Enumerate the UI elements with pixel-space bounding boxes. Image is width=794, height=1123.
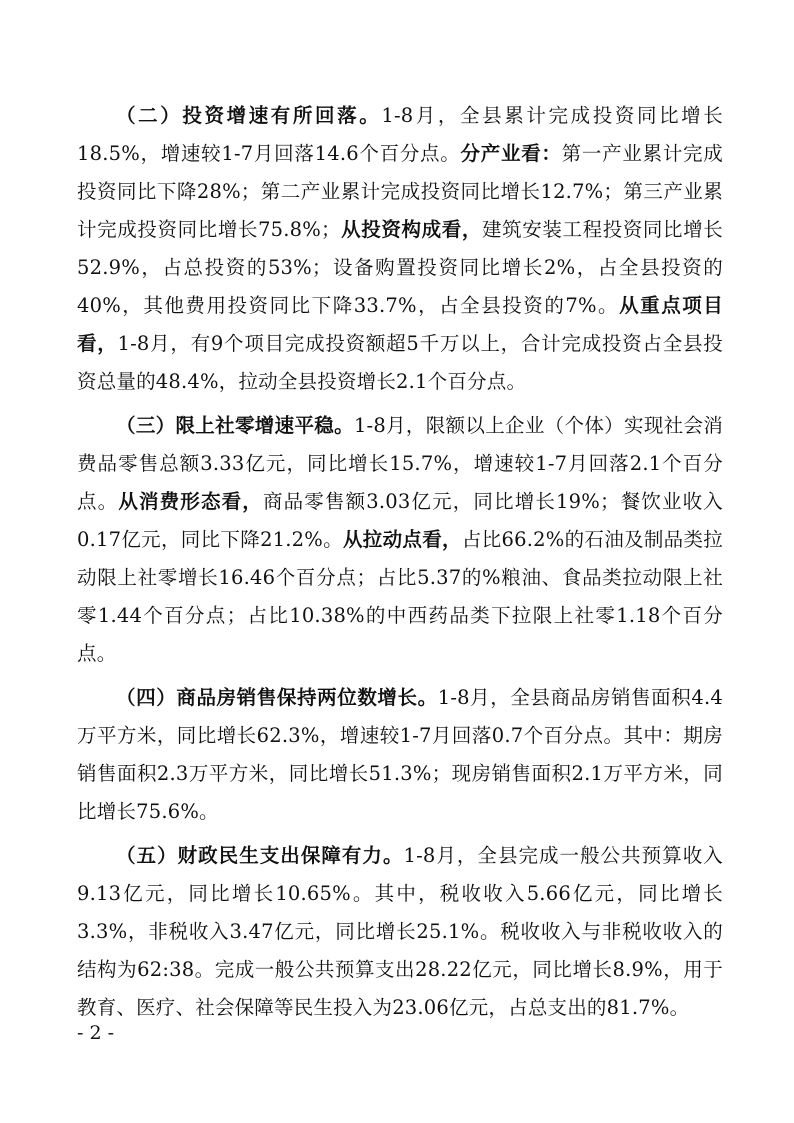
text-segment: 1-8月，全县累计完成投资同比增长18.5%，增速较1-7月回落14.6个百分点。 (77, 104, 723, 165)
heading-housing: （四）商品房销售保持两位数增长。 (116, 686, 438, 709)
text-segment: 1-8月，有9个项目完成投资额超5千万以上，合计完成投资占全县投资总量的48.4%，拉动全县投资增长2.1个百分点。 (77, 332, 723, 393)
emphasis-segment: 从重点项目看， (77, 294, 723, 355)
emphasis-segment: 从消费形态看， (118, 490, 263, 513)
page-number: - 2 - (77, 1022, 115, 1044)
text-segment: 1-8月，限额以上企业（个体）实现社会消费品零售总额3.33亿元，同比增长15.7%，增速较1-7月回落2.1个百分点。 (77, 414, 724, 513)
emphasis-segment: 从拉动点看， (342, 528, 462, 551)
emphasis-segment: 从投资构成看， (340, 218, 482, 241)
text-segment: 1-8月，全县完成一般公共预算收入9.13亿元，同比增长10.65%。其中，税收收入5.66亿元，同比增长3.3%，非税收入3.47亿元，同比增长25.1%。税收收入与非税收收入的结构为62:38。完成一般公共预算支出28.22亿元，同比增长8.9%，用于教育、医疗、社会保障等民生投入为23.06亿元，占总支出的81.7%。 (77, 844, 723, 1019)
paragraph-housing (77, 679, 723, 831)
document-body (77, 97, 723, 1033)
heading-retail: （三）限上社零增速平稳。 (116, 414, 354, 437)
paragraph-finance (77, 837, 723, 1027)
text-segment: 第一产业累计完成投资同比下降28%；第二产业累计完成投资同比增长12.7%；第三产业累计完成投资同比增长75.8%； (77, 142, 723, 241)
paragraph-retail (77, 407, 723, 673)
text-segment: 占比66.2%的石油及制品类拉动限上社零增长16.46个百分点；占比5.37的%粮油、食品类拉动限上社零1.44个百分点；占比10.38%的中西药品类下拉限上社零1.18个百分点。 (77, 528, 724, 665)
text-segment: 商品零售额3.03亿元，同比增长19%；餐饮业收入0.17亿元，同比下降21.2%。 (77, 490, 723, 551)
emphasis-segment: 分产业看： (460, 142, 562, 165)
text-segment: 1-8月，全县商品房销售面积4.4万平方米，同比增长62.3%，增速较1-7月回落0.7个百分点。其中：期房销售面积2.3万平方米，同比增长51.3%；现房销售面积2.1万平方米，同比增长75.6%。 (77, 686, 723, 823)
heading-investment: （二）投资增速有所回落。 (116, 104, 382, 127)
text-segment: 建筑安装工程投资同比增长52.9%，占总投资的53%；设备购置投资同比增长2%，占全县投资的40%，其他费用投资同比下降33.7%，占全县投资的7%。 (77, 218, 723, 317)
heading-finance: （五）财政民生支出保障有力。 (116, 844, 404, 867)
paragraph-investment (77, 97, 723, 401)
